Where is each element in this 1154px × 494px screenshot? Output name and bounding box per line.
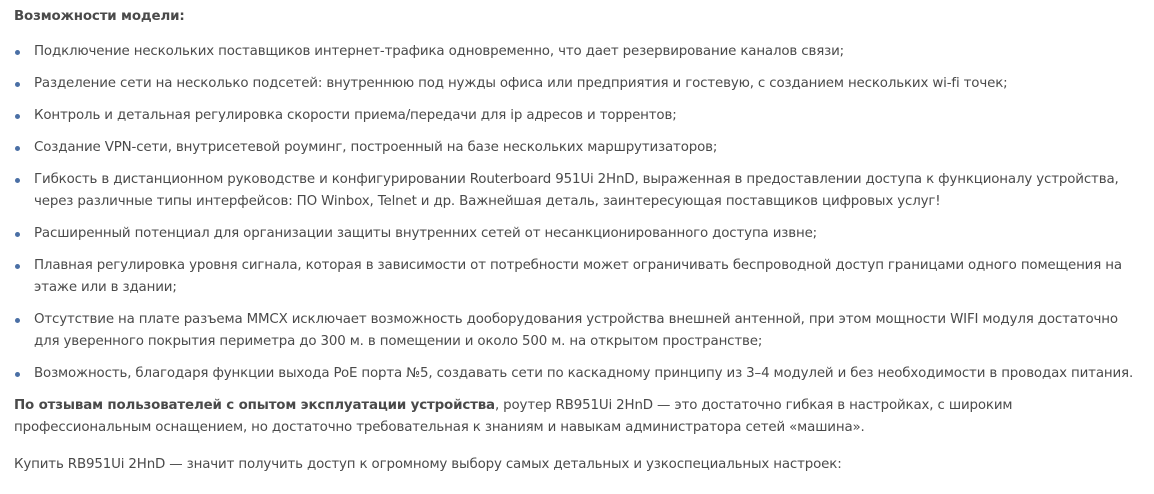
bullet-icon	[15, 178, 20, 183]
review-paragraph	[14, 395, 1144, 439]
list-item-text: Возможность, благодаря функции выхода PoE порта №5, создавать сети по каскадному принципу из 3–4 модулей и без необходимости в проводах питания.	[34, 366, 1134, 381]
bullet-icon	[15, 232, 20, 237]
list-item	[14, 73, 1144, 95]
features-list	[14, 41, 1144, 385]
list-item	[14, 137, 1144, 159]
review-bold-text: По отзывам пользователей с опытом эксплуатации устройства	[14, 398, 495, 413]
bullet-icon	[15, 318, 20, 323]
list-item	[14, 309, 1144, 353]
list-item	[14, 255, 1144, 299]
list-item	[14, 105, 1144, 127]
list-item	[14, 169, 1144, 213]
bullet-icon	[15, 372, 20, 377]
list-item-text: Подключение нескольких поставщиков интернет-трафика одновременно, что дает резервирование каналов связи;	[34, 44, 845, 59]
list-item-text: Отсутствие на плате разъема MMCX исключает возможность дооборудования устройства внешней антенной, при этом мощности WIFI модуля достаточно для уверенного покрытия периметра до 300 м. в помещении и около 500 м. на открытом пространстве;	[34, 312, 1118, 349]
list-item	[14, 363, 1144, 385]
list-item-text: Контроль и детальная регулировка скорости приема/передачи для ip адресов и торрентов;	[34, 108, 677, 123]
bullet-icon	[15, 146, 20, 151]
list-item	[14, 41, 1144, 63]
bullet-icon	[15, 264, 20, 269]
list-item-text: Гибкость в дистанционном руководстве и конфигурировании Routerboard 951Ui 2HnD, выраженная в предоставлении доступа к функционалу устройства, через различные типы интерфейсов: ПО Winbox, Telnet и др. Важнейшая деталь, заинтересующая поставщиков цифровых услуг!	[34, 172, 1119, 209]
section-heading: Возможности модели:	[14, 9, 185, 24]
list-item-text: Создание VPN-сети, внутрисетевой роуминг, построенный на базе нескольких маршрутизаторов;	[34, 140, 718, 155]
closing-paragraph: Купить RB951Ui 2HnD — значит получить доступ к огромному выбору самых детальных и узкоспециальных настроек:	[14, 457, 842, 472]
bullet-icon	[15, 50, 20, 55]
bullet-icon	[15, 82, 20, 87]
list-item-text: Расширенный потенциал для организации защиты внутренних сетей от несанкционированного доступа извне;	[34, 226, 818, 241]
review-text: , роутер RB951Ui 2HnD — это достаточно гибкая в настройках, с широким профессиональным оснащением, но достаточно требовательная к знаниям и навыкам администратора сетей «машина».	[14, 398, 1013, 435]
list-item-text: Плавная регулировка уровня сигнала, которая в зависимости от потребности может ограничивать беспроводной доступ границами одного помещения на этаже или в здании;	[34, 258, 1122, 295]
list-item	[14, 223, 1144, 245]
bullet-icon	[15, 114, 20, 119]
list-item-text: Разделение сети на несколько подсетей: внутреннюю под нужды офиса или предприятия и гостевую, с созданием нескольких wi-fi точек;	[34, 76, 1008, 91]
